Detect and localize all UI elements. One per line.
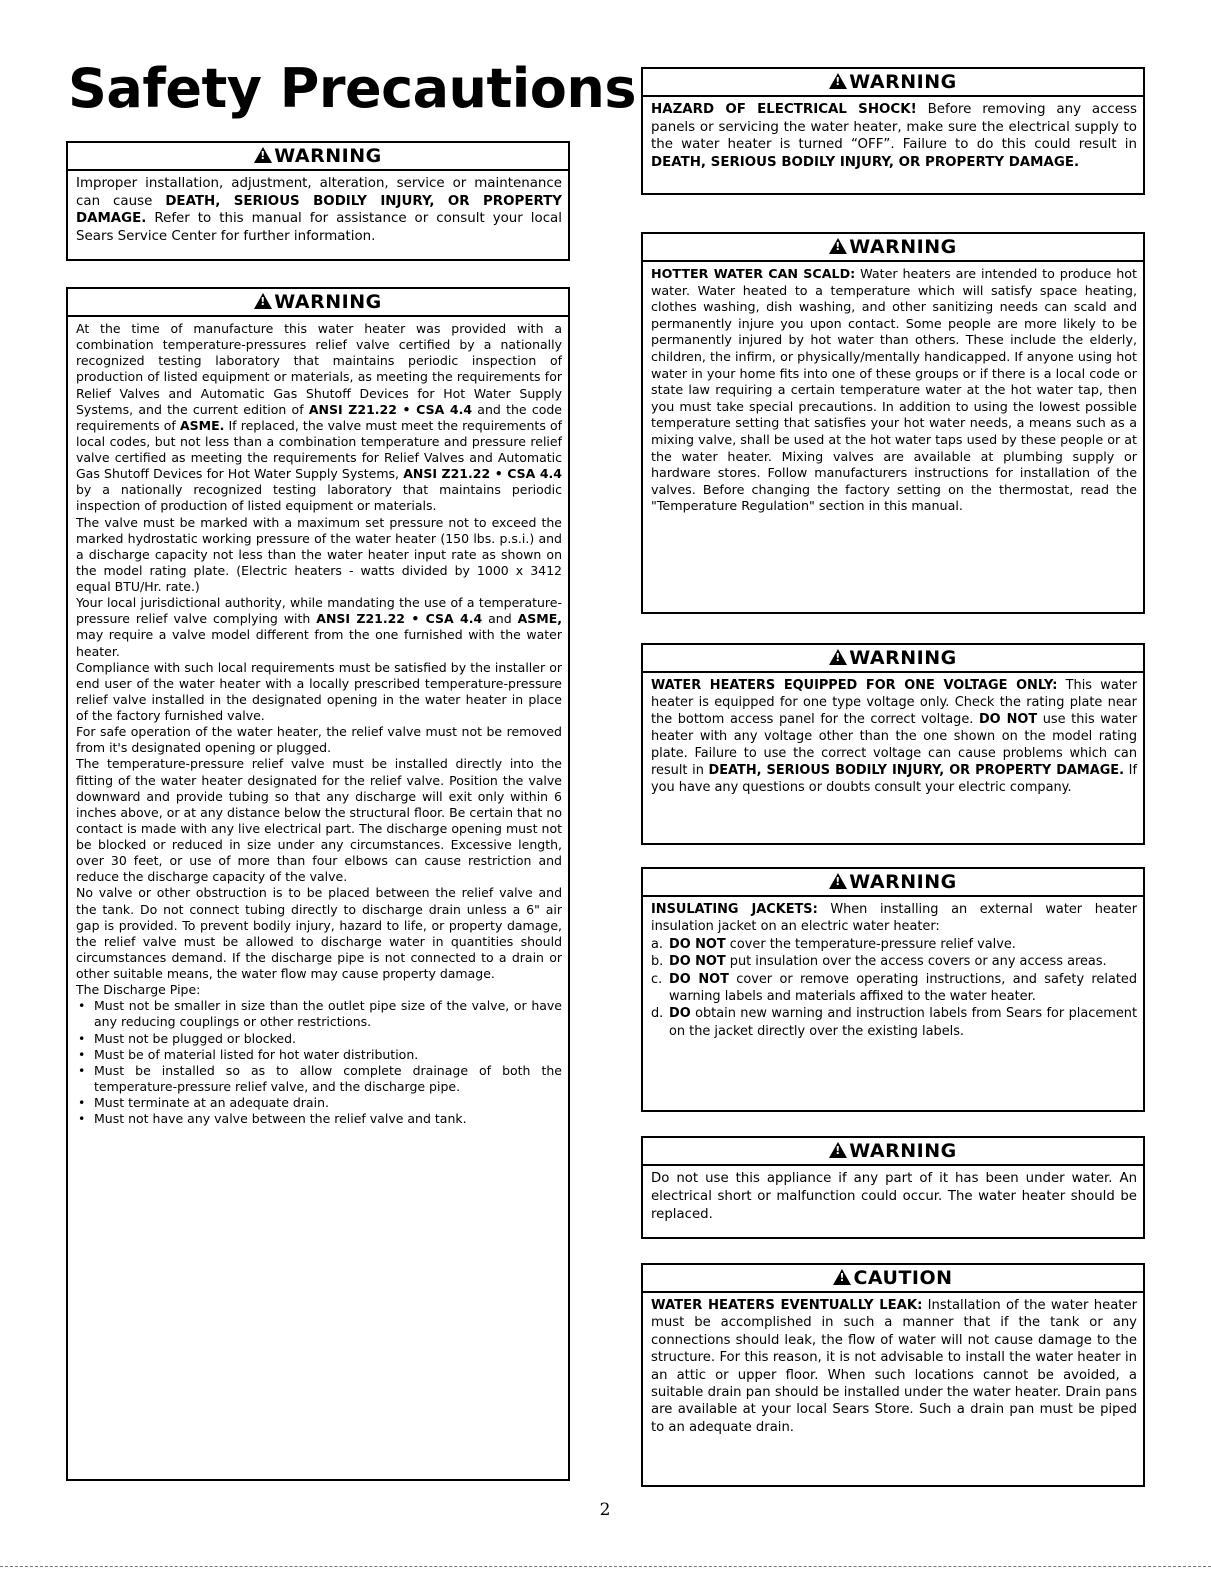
warning-header bbox=[643, 869, 1143, 897]
text-emphasis: DO NOT bbox=[978, 712, 1038, 727]
text-run: Water heaters are intended to produce hot water. Water heated to a temperature which will satisfy space heating, clothes washing, dish washing, and other sanitizing needs can scald and permanently injure you upon contact. Some people are more likely to be permanently injured by hot water than others. These include the elderly, children, the infirm, or physically/mentally handicapped. If anyone using hot water in your home fits into one of these groups or if there is a local code or state law requiring a certain temperature water at the hot water tap, then you must take special precautions. In addition to using the lowest possible temperature setting that satisfies your hot water needs, a means such as a mixing valve, shall be used at the hot water taps used by these people or at the water heater. Mixing valves are available at plumbing supply or hardware stores. Follow manufacturers instructions for installation of the valves. Before changing the factory setting on the thermostat, read the "Temperature Regulation" section in this manual. bbox=[651, 266, 1137, 514]
text-run: and bbox=[482, 611, 518, 627]
list-item: • Must be of material listed for hot water distribution. bbox=[76, 1047, 562, 1063]
warning-box-under-water bbox=[641, 1136, 1145, 1239]
text-run: This water heater is equipped for one type voltage only. Check the rating plate near the bottom access panel for the correct voltage. bbox=[651, 678, 1138, 727]
warning-header bbox=[643, 1138, 1143, 1166]
text-run: Do not use this appliance if any part of it has been under water. An electrical short or malfunction could occur. The water heater should be replaced. bbox=[651, 1171, 1137, 1222]
paragraph: No valve or other obstruction is to be placed between the relief valve and the tank. Do not connect tubing directly to discharge drain unless a 6" air gap is provided. To prevent bodily injury, hazard to life, or property damage, the relief valve must be allowed to discharge water in quantities should circumstances demand. If the discharge pipe is not connected to a drain or other suitable means, the water flow may cause property damage. bbox=[76, 885, 562, 981]
text-run: When installing an external water heater insulation jacket on an electric water heater: bbox=[651, 902, 1137, 935]
text-emphasis: DEATH, SERIOUS BODILY INJURY, OR PROPERTY DAMAGE. bbox=[76, 193, 563, 226]
warning-label: WARNING bbox=[849, 647, 957, 669]
text-run: cover or remove operating instructions, and safety related warning labels and materials affixed to the water heater. bbox=[669, 971, 1138, 1005]
text-run: Improper installation, adjustment, alteration, service or maintenance can cause bbox=[76, 176, 562, 209]
text-run: use this water heater with any voltage other than the one shown on the model rating plate. Failure to use the correct voltage can cause problems which can result in bbox=[651, 712, 1138, 778]
warning-header bbox=[643, 234, 1143, 262]
warning-box-insulating-jackets bbox=[641, 867, 1145, 1112]
list-marker: b. bbox=[651, 954, 664, 970]
text-run: Installation of the water heater must be accomplished in such a manner that if the tank or any connections should leak, the flow of water will not cause damage to the structure. For this reason, it is not advisable to install the water heater in an attic or upper floor. When such locations cannot be avoided, a suitable drain pan should be installed under the water heater. Drain pans are available at your local Sears Store. Such a drain pan must be piped to an adequate drain. bbox=[651, 1298, 1138, 1435]
list-marker: d. bbox=[651, 1006, 664, 1022]
warning-triangle-icon bbox=[829, 873, 847, 889]
text-emphasis: DO NOT bbox=[669, 971, 729, 987]
paragraph bbox=[76, 595, 562, 660]
paragraph: The temperature-pressure relief valve must be installed directly into the fitting of the water heater designated for the relief valve. Position the valve downward and provide tubing so that any discharge will exit only within 6 inches above, or at any distance below the structural floor. Be certain that no contact is made with any live electrical part. The discharge opening must not be blocked or reduced in size under any circumstances. Excessive length, over 30 feet, or use of more than four elbows can cause restriction and reduce the discharge capacity of the valve. bbox=[76, 756, 562, 885]
warning-header bbox=[643, 69, 1143, 97]
warning-text bbox=[651, 901, 1137, 1040]
text-emphasis: ASME. bbox=[179, 417, 225, 433]
warning-box-hot-water-scald bbox=[641, 232, 1145, 614]
text-run: Your local jurisdictional authority, while mandating the use of a temperature-pressure relief valve complying with bbox=[76, 595, 562, 627]
text-emphasis: INSULATING JACKETS: bbox=[651, 902, 818, 917]
warning-text bbox=[76, 175, 562, 245]
caution-triangle-icon bbox=[833, 1269, 851, 1285]
warning-text bbox=[651, 677, 1137, 796]
page-title: Safety Precautions bbox=[68, 57, 636, 120]
warning-triangle-icon bbox=[829, 649, 847, 665]
text-emphasis: DEATH, SERIOUS BODILY INJURY, OR PROPERTY DAMAGE. bbox=[651, 154, 1080, 170]
text-emphasis: WATER HEATERS EQUIPPED FOR ONE VOLTAGE ONLY: bbox=[651, 678, 1058, 693]
warning-label: WARNING bbox=[274, 145, 382, 167]
text-run: If you have any questions or doubts consult your electric company. bbox=[651, 763, 1138, 795]
list-item bbox=[651, 1005, 1137, 1040]
text-emphasis: HAZARD OF ELECTRICAL SHOCK! bbox=[651, 102, 917, 117]
warning-label: WARNING bbox=[849, 71, 957, 93]
warning-box-improper-installation bbox=[66, 141, 570, 261]
caution-text bbox=[651, 1297, 1137, 1436]
warning-label: WARNING bbox=[849, 236, 957, 258]
caution-box-leak bbox=[641, 1263, 1145, 1487]
text-emphasis: DO NOT bbox=[669, 954, 726, 970]
discharge-pipe-list bbox=[76, 998, 562, 1127]
list-item bbox=[651, 953, 1137, 970]
text-run: Refer to this manual for assistance or consult your local Sears Service Center for further information. bbox=[76, 211, 562, 244]
warning-box-voltage bbox=[641, 643, 1145, 845]
text-emphasis: ANSI Z21.22 • CSA 4.4 bbox=[308, 401, 473, 417]
warning-header bbox=[68, 143, 568, 171]
jacket-instructions-list bbox=[651, 936, 1137, 1040]
list-marker: a. bbox=[651, 936, 663, 952]
list-item bbox=[651, 936, 1137, 953]
text-run: may require a valve model different from the one furnished with the water heater. bbox=[76, 627, 562, 659]
warning-text bbox=[76, 321, 562, 1127]
warning-text bbox=[651, 101, 1137, 171]
text-run: by a nationally recognized testing laboratory that maintains periodic inspection of production of listed equipment or materials. bbox=[76, 482, 562, 514]
paragraph: For safe operation of the water heater, the relief valve must not be removed from it's designated opening or plugged. bbox=[76, 724, 562, 756]
warning-triangle-icon bbox=[829, 1142, 847, 1158]
text-emphasis: ASME, bbox=[517, 611, 563, 627]
list-item: • Must terminate at an adequate drain. bbox=[76, 1095, 562, 1111]
warning-label: WARNING bbox=[849, 1140, 957, 1162]
paragraph: The valve must be marked with a maximum set pressure not to exceed the marked hydrostatic working pressure of the water heater (150 lbs. p.s.i.) and a discharge capacity not less than the water heater input rate as shown on the model rating plate. (Electric heaters - watts divided by 1000 x 3412 equal BTU/Hr. rate.) bbox=[76, 514, 562, 594]
text-run: put insulation over the access covers or any access areas. bbox=[725, 954, 1107, 970]
paragraph: Compliance with such local requirements must be satisfied by the installer or end user of the water heater with a locally prescribed temperature-pressure relief valve installed in the designated opening in the water heater in place of the factory furnished valve. bbox=[76, 659, 562, 723]
list-item: • Must not be plugged or blocked. bbox=[76, 1031, 562, 1047]
paragraph: The Discharge Pipe: bbox=[76, 982, 201, 998]
warning-header bbox=[68, 289, 568, 317]
text-emphasis: ANSI Z21.22 • CSA 4.4 bbox=[403, 466, 562, 482]
list-item: • Must not have any valve between the relief valve and tank. bbox=[76, 1111, 562, 1127]
text-emphasis: HOTTER WATER CAN SCALD: bbox=[651, 266, 856, 281]
list-marker: c. bbox=[651, 971, 663, 987]
text-run: obtain new warning and instruction labels from Sears for placement on the jacket directly over the existing labels. bbox=[669, 1006, 1137, 1039]
text-emphasis: DO NOT bbox=[669, 936, 726, 952]
warning-triangle-icon bbox=[254, 293, 272, 309]
caution-header bbox=[643, 1265, 1143, 1293]
text-run: If replaced, the valve must meet the requirements of local codes, but not less than a combination temperature and pressure relief valve certified as meeting the requirements for Relief Valves and Automatic Gas Shutoff Devices for Hot Water Supply Systems, bbox=[76, 417, 563, 482]
paragraph bbox=[76, 321, 562, 515]
text-run: Before removing any access panels or servicing the water heater, make sure the electrical supply to the water heater is turned “OFF”. Failure to do this could result in bbox=[651, 102, 1137, 152]
warning-label: WARNING bbox=[849, 871, 957, 893]
text-run: and the code requirements of bbox=[76, 401, 563, 433]
list-item: • Must not be smaller in size than the outlet pipe size of the valve, or have any reducing couplings or other restrictions. bbox=[76, 998, 562, 1030]
warning-label: WARNING bbox=[274, 291, 382, 313]
warning-triangle-icon bbox=[254, 147, 272, 163]
warning-triangle-icon bbox=[829, 73, 847, 89]
warning-text bbox=[651, 1170, 1137, 1224]
text-emphasis: DEATH, SERIOUS BODILY INJURY, OR PROPERTY DAMAGE. bbox=[708, 763, 1125, 778]
warning-header bbox=[643, 645, 1143, 673]
warning-box-relief-valve bbox=[66, 287, 570, 1481]
bottom-divider bbox=[0, 1566, 1211, 1567]
paragraph bbox=[651, 901, 1137, 936]
caution-label: CAUTION bbox=[853, 1267, 953, 1289]
text-emphasis: WATER HEATERS EVENTUALLY LEAK: bbox=[651, 1298, 923, 1313]
warning-box-electrical-shock bbox=[641, 67, 1145, 195]
warning-triangle-icon bbox=[829, 238, 847, 254]
text-emphasis: ANSI Z21.22 • CSA 4.4 bbox=[316, 611, 483, 627]
warning-text bbox=[651, 266, 1137, 515]
page-number: 2 bbox=[599, 1500, 611, 1520]
text-run: cover the temperature-pressure relief valve. bbox=[725, 936, 1016, 952]
text-emphasis: DO bbox=[669, 1006, 691, 1022]
list-item bbox=[651, 971, 1137, 1006]
text-run: At the time of manufacture this water heater was provided with a combination temperature-pressures relief valve certified by a nationally recognized testing laboratory that maintains periodic inspection of production of listed equipment or materials, as meeting the requirements for Relief Valves and Automatic Gas Shutoff Devices for Hot Water Supply Systems, and the current edition of bbox=[76, 321, 562, 417]
list-item: • Must be installed so as to allow complete drainage of both the temperature-pressure relief valve, and the discharge pipe. bbox=[76, 1063, 562, 1095]
